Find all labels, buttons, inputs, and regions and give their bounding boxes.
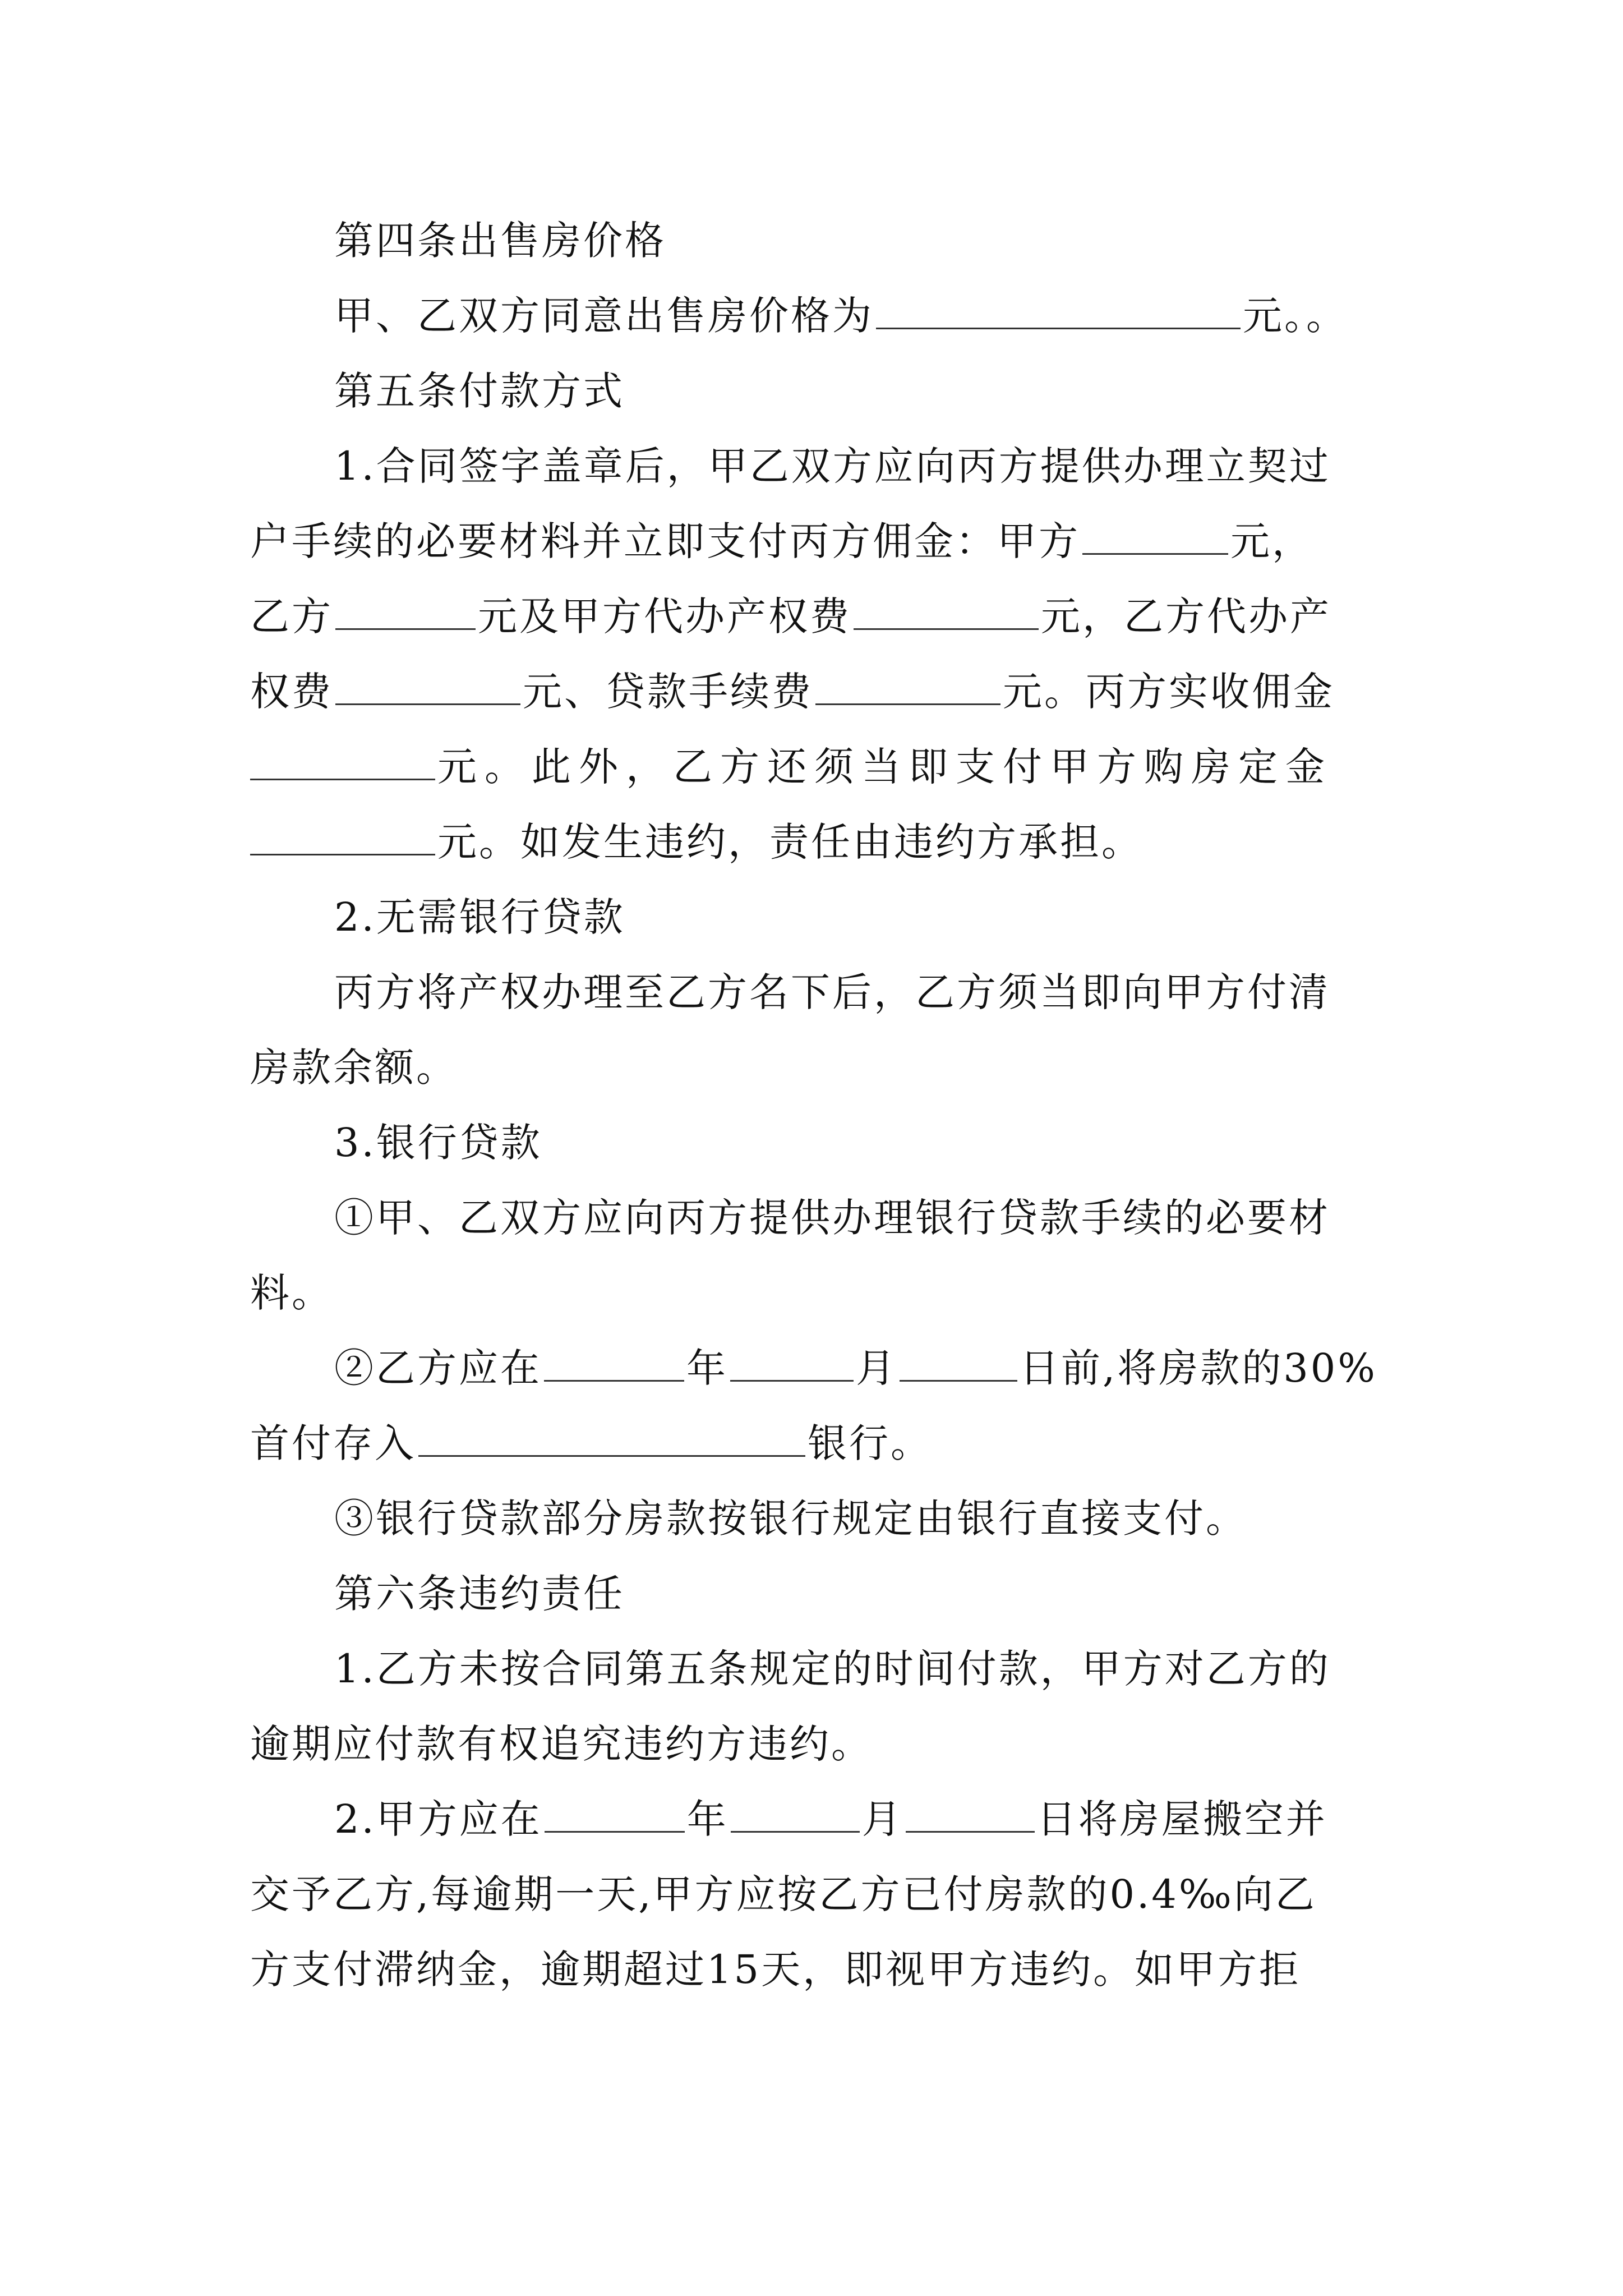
article-5-heading: 第五条付款方式 [334,368,625,414]
vacate-day-blank [906,1795,1035,1833]
bank-name-blank [418,1419,805,1457]
article-5-p1-line4: 权费 元、贷款手续费 元。丙方实收佣金 [250,669,1335,715]
article-5-p2-line2: 房款余额。 [250,1045,458,1091]
article-5-p1-line6: 元。如发生违约，责任由违约方承担。 [250,814,1143,870]
article-6-p2-line1: 2.甲方应在 年 月 日将房屋搬空并 [334,1796,1327,1842]
article-4-heading: 第四条出售房价格 [334,218,666,264]
article-5-p3-item1-line2: 料。 [250,1270,333,1316]
article-6-heading: 第六条违约责任 [334,1571,625,1617]
vacate-month-blank [731,1795,860,1833]
article-6-p2-line3: 方支付滞纳金，逾期超过15天，即视甲方违约。如甲方拒 [250,1947,1301,1993]
party-b-title-fee-blank [335,668,520,705]
deposit-blank [250,818,435,855]
party-b-commission-blank [335,592,476,630]
downpayment-month-blank [730,1344,854,1382]
downpayment-year-blank [544,1344,684,1382]
loan-fee-blank [815,668,1000,705]
article-5-p3-heading: 3.银行贷款 [334,1120,542,1166]
article-6-p1-line2: 逾期应付款有权追究违约方违约。 [250,1721,873,1767]
party-a-commission-blank [1082,517,1228,555]
article-5-p3-item2-line1: ②乙方应在 年 月 日前,将房款的30% [334,1345,1377,1391]
article-5-p2-line1: 丙方将产权办理至乙方名下后，乙方须当即向甲方付清 [334,969,1330,1015]
article-5-p2-heading: 2.无需银行贷款 [334,894,625,940]
article-5-p1-line3: 乙方 元及甲方代办产权费 元，乙方代办产 [250,593,1331,639]
article-5-p3-item3: ③银行贷款部分房款按银行规定由银行直接支付。 [334,1496,1247,1542]
price-blank [876,292,1241,329]
vacate-year-blank [545,1795,685,1833]
actual-commission-blank [250,743,435,780]
downpayment-day-blank [900,1344,1017,1382]
article-6-p1-line1: 1.乙方未按合同第五条规定的时间付款，甲方对乙方的 [334,1646,1331,1692]
article-5-p3-item2-line2: 首付存入 银行。 [250,1420,932,1466]
article-4-price-line: 甲、乙双方同意出售房价格为 元。。 [334,293,1348,339]
article-5-p1-line2: 户手续的必要材料并立即支付丙方佣金：甲方 元， [250,518,1313,564]
article-5-p1-line5: 元。此外，乙方还须当即支付甲方购房定金 [250,739,1332,795]
article-6-p2-line2: 交予乙方,每逾期一天,甲方应按乙方已付房款的0.4‰向乙 [250,1871,1317,1917]
party-a-title-fee-blank [854,592,1039,630]
article-5-p1-line1: 1.合同签字盖章后，甲乙双方应向丙方提供办理立契过 [334,443,1331,489]
article-5-p3-item1-line1: ①甲、乙双方应向丙方提供办理银行贷款手续的必要材 [334,1195,1330,1241]
